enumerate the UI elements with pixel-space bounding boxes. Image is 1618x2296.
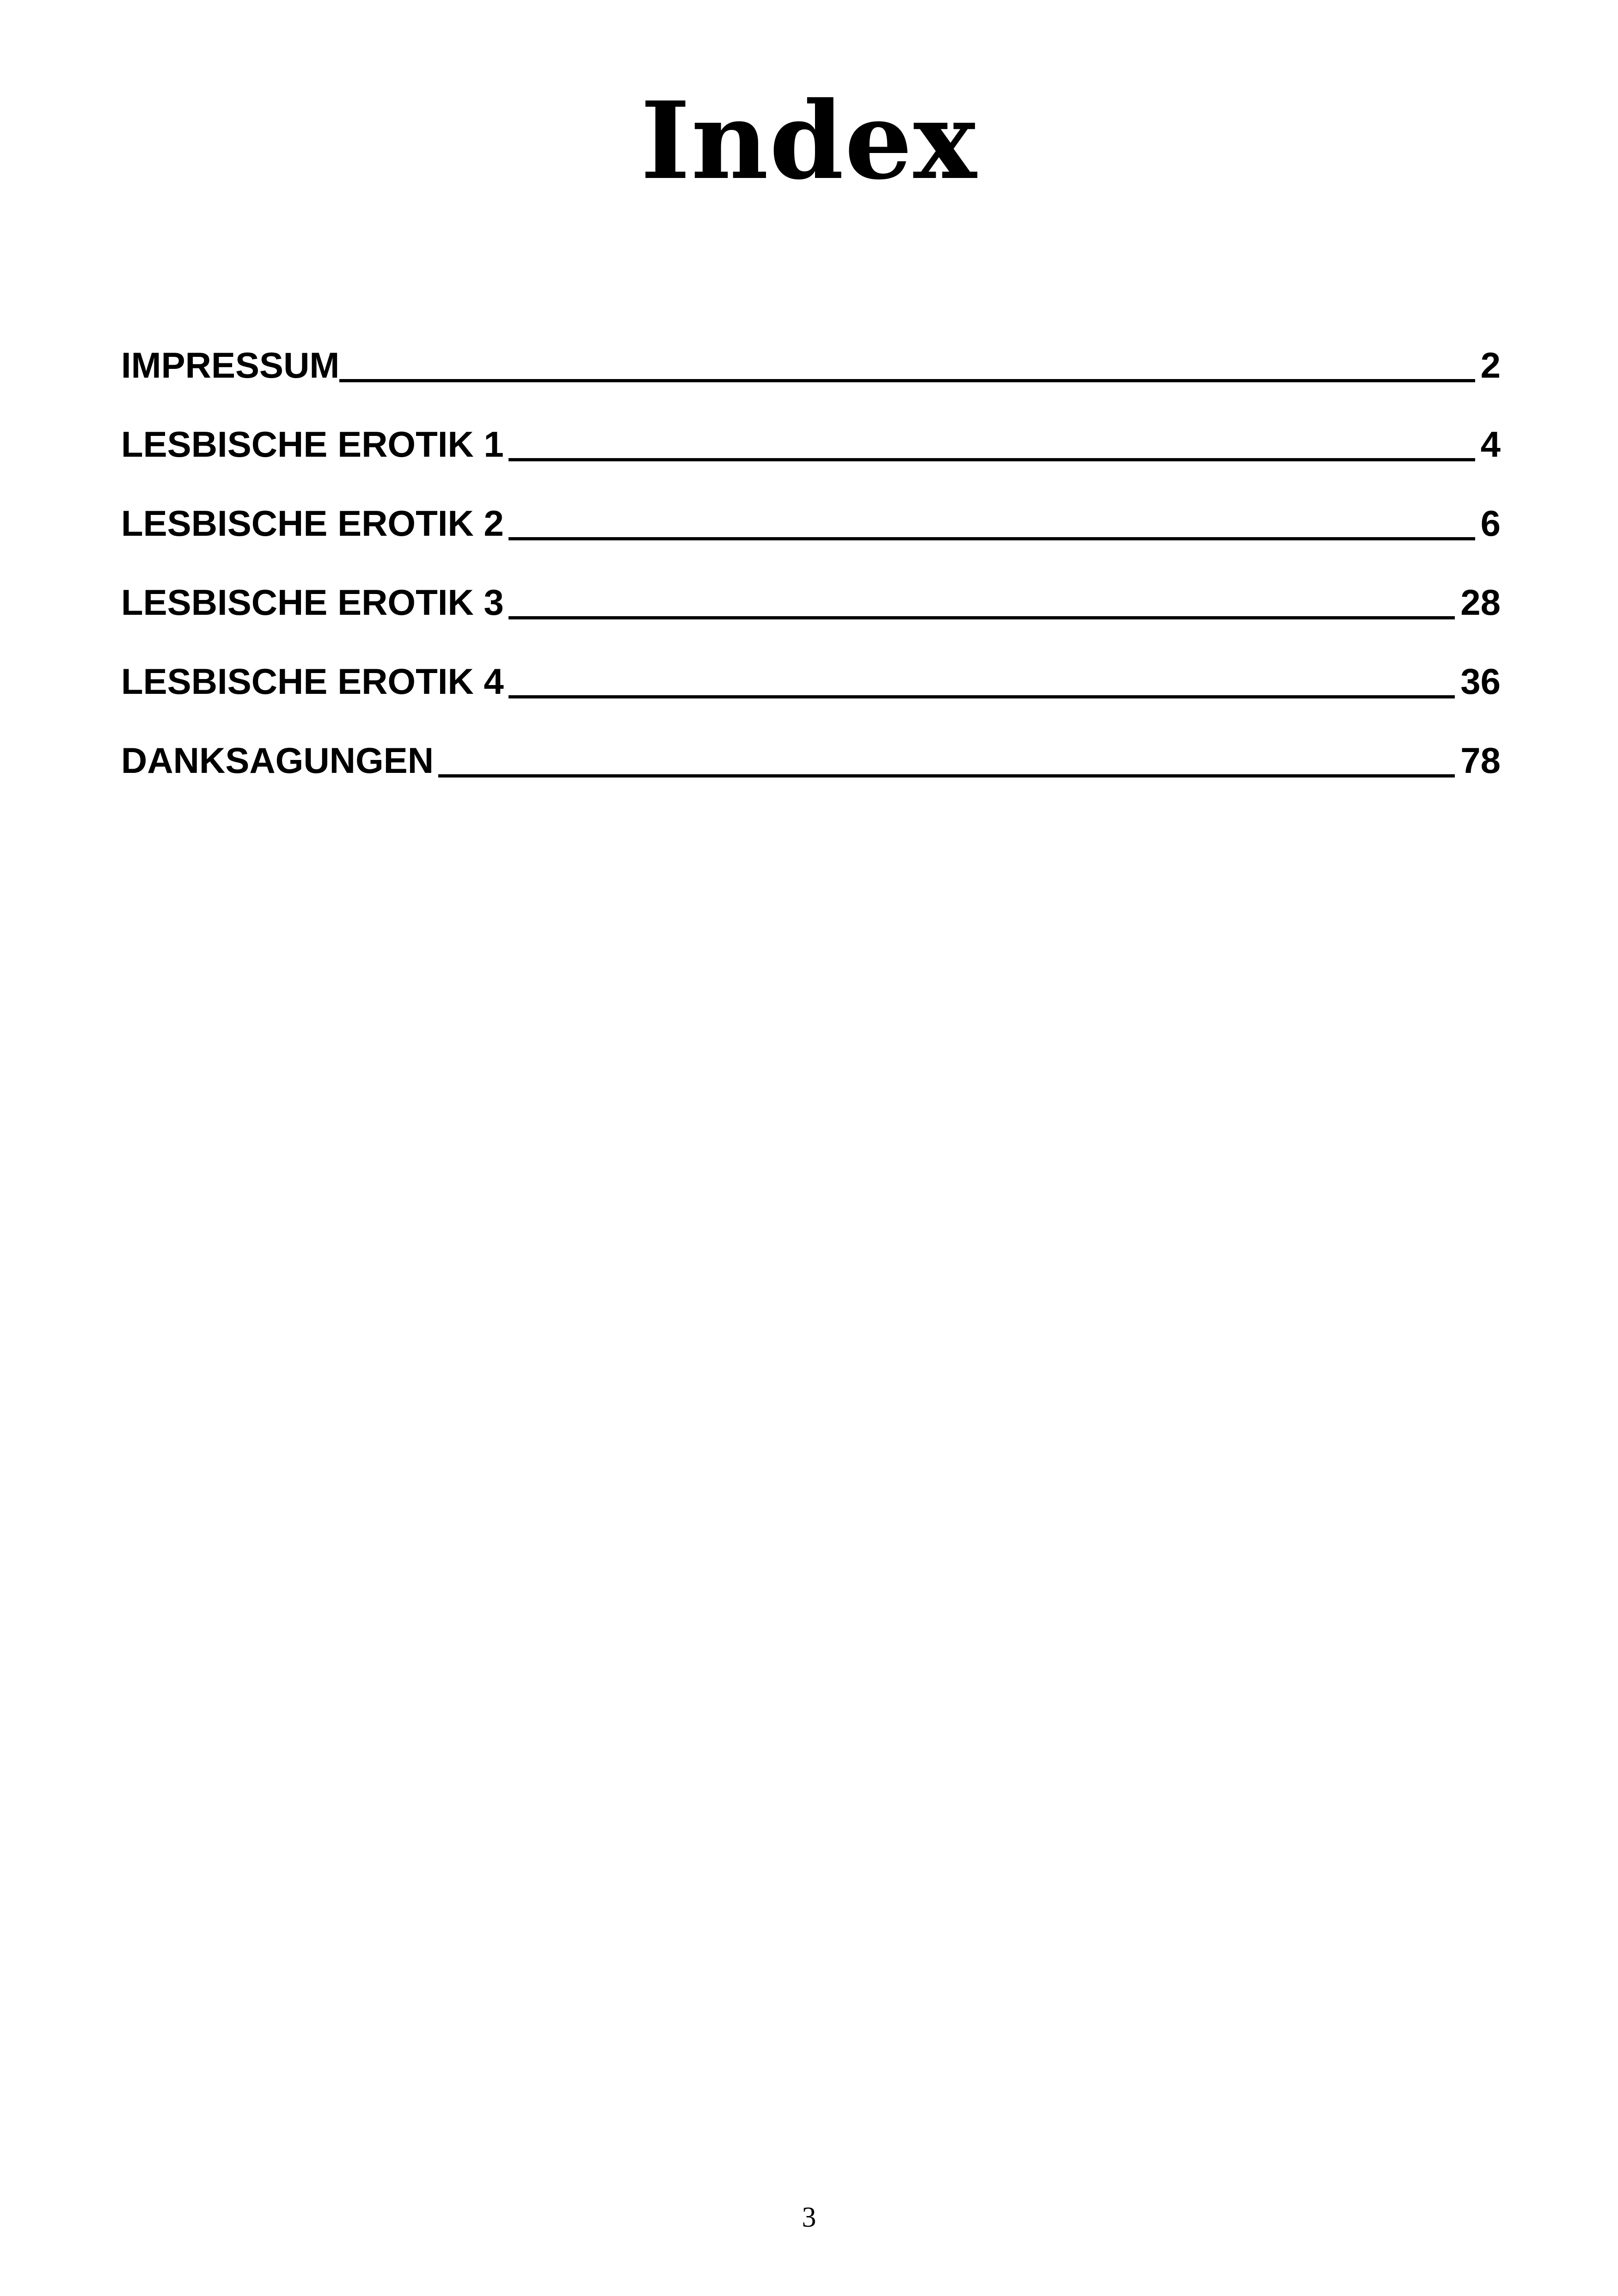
toc-leader-line: [509, 616, 1455, 619]
toc-entry-label: DANKSAGUNGEN: [121, 740, 434, 781]
toc-entry-page-number: 36: [1460, 661, 1501, 702]
toc-entry-page-number: 4: [1480, 424, 1501, 465]
toc-entry-lesbische-erotik-1[interactable]: [121, 403, 1501, 482]
table-of-contents: [121, 324, 1501, 798]
toc-leader-line: [438, 774, 1455, 778]
toc-entry-label: LESBISCHE EROTIK 3: [121, 582, 504, 623]
toc-entry-lesbische-erotik-2[interactable]: [121, 482, 1501, 561]
toc-entry-page-number: 6: [1480, 503, 1501, 544]
page-number: 3: [802, 2202, 816, 2233]
toc-entry-page-number: 78: [1460, 740, 1501, 781]
toc-entry-lesbische-erotik-3[interactable]: [121, 561, 1501, 640]
toc-leader-line: [509, 537, 1475, 540]
toc-entry-danksagungen[interactable]: [121, 719, 1501, 798]
toc-entry-page-number: 2: [1480, 345, 1501, 386]
toc-entry-label: LESBISCHE EROTIK 2: [121, 503, 504, 544]
toc-entry-impressum[interactable]: [121, 324, 1501, 403]
toc-entry-lesbische-erotik-4[interactable]: [121, 640, 1501, 719]
toc-entry-page-number: 28: [1460, 582, 1501, 623]
toc-entry-label: IMPRESSUM: [121, 345, 340, 386]
toc-leader-line: [509, 695, 1455, 698]
page-title: Index: [640, 79, 978, 203]
toc-leader-line: [509, 458, 1475, 461]
toc-leader-line: [339, 379, 1475, 382]
toc-entry-label: LESBISCHE EROTIK 1: [121, 424, 504, 465]
toc-entry-label: LESBISCHE EROTIK 4: [121, 661, 504, 702]
